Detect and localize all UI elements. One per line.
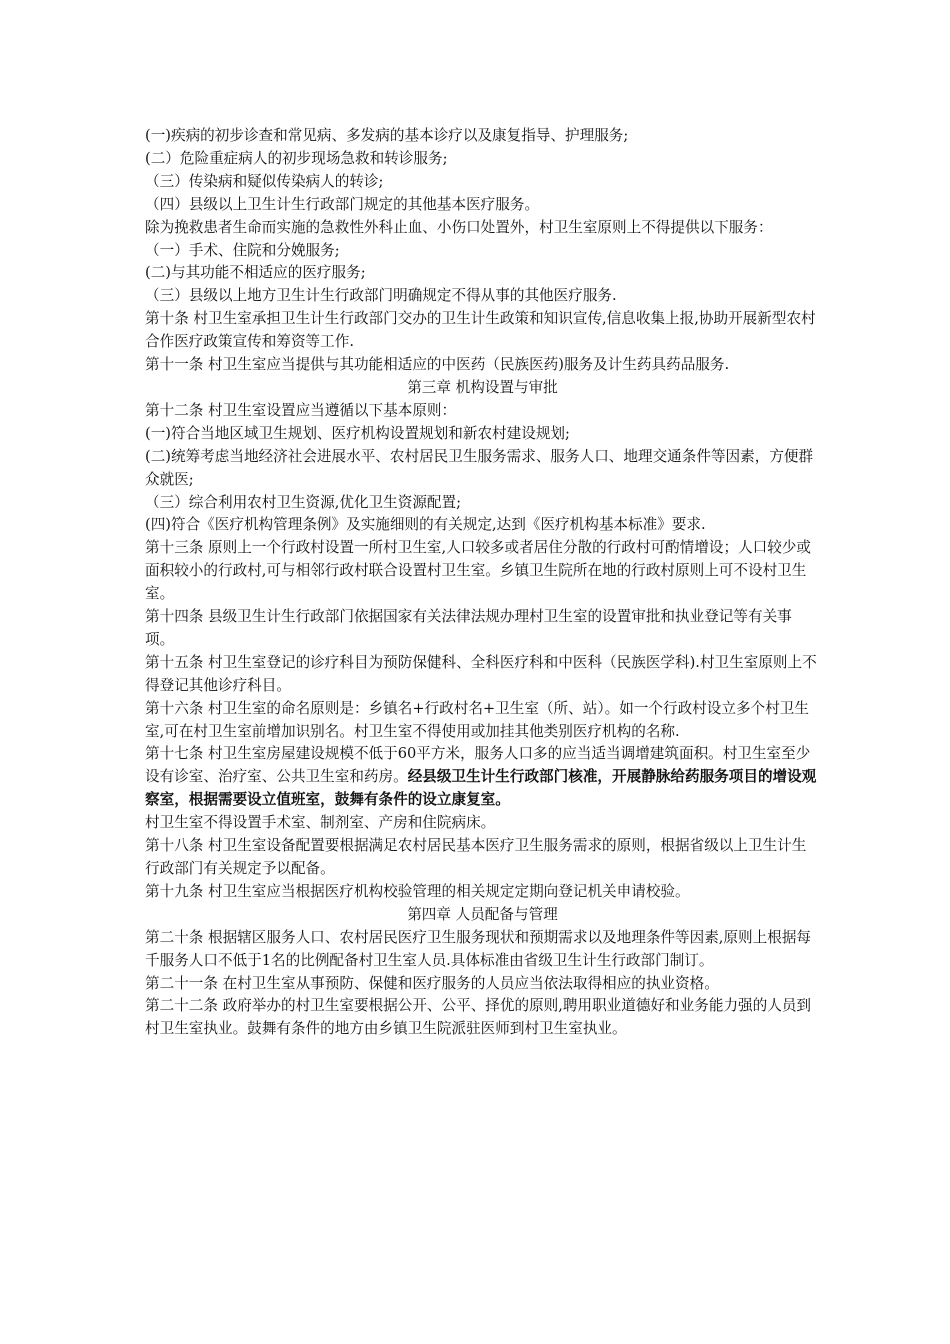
chapter-4-heading: 第四章 人员配备与管理: [407, 905, 558, 923]
chapter-3-heading: 第三章 机构设置与审批: [407, 378, 558, 396]
paragraph: (二)统筹考虑当地经济社会进展水平、农村居民卫生服务需求、服务人口、地理交通条件等因素，方便群众就医;: [145, 447, 814, 488]
article-10: 第十条 村卫生室承担卫生计生行政部门交办的卫生计生政策和知识宣传,信息收集上报,协助开展新型农村合作医疗政策宣传和筹资等工作.: [145, 310, 816, 351]
article-22: 第二十二条 政府举办的村卫生室要根据公开、公平、择优的原则,聘用职业道德好和业务能力强的人员到村卫生室执业。鼓舞有条件的地方由乡镇卫生院派驻医师到村卫生室执业。: [145, 997, 812, 1038]
article-13: 第十三条 原则上一个行政村设置一所村卫生室,人口较多或者居住分散的行政村可酌情增设；人口较少或面积较小的行政村,可与相邻行政村联合设置村卫生室。乡镇卫生院所在地的行政村原则上可不设村卫生室。: [145, 539, 812, 603]
paragraph: (一)符合当地区域卫生规划、医疗机构设置规划和新农村建设规划;: [145, 424, 570, 442]
paragraph: （三）传染病和疑似传染病人的转诊;: [145, 172, 384, 190]
article-20: 第二十条 根据辖区服务人口、农村居民医疗卫生服务现状和预期需求以及地理条件等因素,原则上根据每千服务人口不低于1名的比例配备村卫生室人员.具体标准由省级卫生计生行政部门制订。: [145, 928, 812, 969]
paragraph: (四)符合《医疗机构管理条例》及实施细则的有关规定,达到《医疗机构基本标准》要求.: [145, 516, 706, 534]
paragraph: （四）县级以上卫生计生行政部门规定的其他基本医疗服务。: [145, 195, 540, 213]
paragraph: （一）手术、住院和分娩服务;: [145, 241, 340, 259]
paragraph: 除为挽救患者生命而实施的急救性外科止血、小伤口处置外，村卫生室原则上不得提供以下服务：: [145, 218, 773, 236]
article-15: 第十五条 村卫生室登记的诊疗科目为预防保健科、全科医疗科和中医科（民族医学科).村卫生室原则上不得登记其他诊疗科目。: [145, 653, 817, 694]
paragraph: （三）综合利用农村卫生资源,优化卫生资源配置;: [145, 493, 462, 511]
paragraph: （三）县级以上地方卫生计生行政部门明确规定不得从事的其他医疗服务.: [145, 287, 617, 305]
article-14: 第十四条 县级卫生计生行政部门依据国家有关法律法规办理村卫生室的设置审批和执业登记等有关事项。: [145, 608, 792, 648]
article-17-text: 第十七条 村卫生室房屋建设规模不低于60平方米，服务人口多的应当适当调增建筑面积。村卫生室至少设有诊室、治疗室、公共卫生室和药房。: [145, 745, 811, 786]
paragraph: (二）危险重症病人的初步现场急救和转诊服务;: [145, 149, 448, 167]
article-18: 第十八条 村卫生室设备配置要根据满足农村居民基本医疗卫生服务需求的原则，根据省级以上卫生计生行政部门有关规定予以配备。: [145, 837, 807, 877]
paragraph: 村卫生室不得设置手术室、制剂室、产房和住院病床。: [145, 814, 496, 832]
paragraph: (一)疾病的初步诊查和常见病、多发病的基本诊疗以及康复指导、护理服务;: [145, 127, 629, 144]
paragraph: (二)与其功能不相适应的医疗服务;: [145, 264, 366, 282]
article-16: 第十六条 村卫生室的命名原则是：乡镇名+行政村名+卫生室（所、站）。如一个行政村设立多个村卫生室,可在村卫生室前增加识别名。村卫生室不得使用或加挂其他类别医疗机构的名称.: [145, 699, 809, 740]
article-19: 第十九条 村卫生室应当根据医疗机构校验管理的相关规定定期向登记机关申请校验。: [145, 882, 690, 900]
article-17-bold-text: 经县级卫生计生行政部门核准，开展静脉给药服务项目的增设观察室，根据需要设立值班室，鼓舞有条件的设立康复室。: [145, 768, 817, 809]
article-12: 第十二条 村卫生室设置应当遵循以下基本原则：: [145, 401, 457, 419]
article-11: 第十一条 村卫生室应当提供与其功能相适应的中医药（民族医药)服务及计生药具药品服务.: [145, 356, 730, 374]
article-21: 第二十一条 在村卫生室从事预防、保健和医疗服务的人员应当依法取得相应的执业资格。: [145, 974, 719, 992]
document-page: [145, 125, 820, 1041]
article-17: [145, 743, 820, 812]
